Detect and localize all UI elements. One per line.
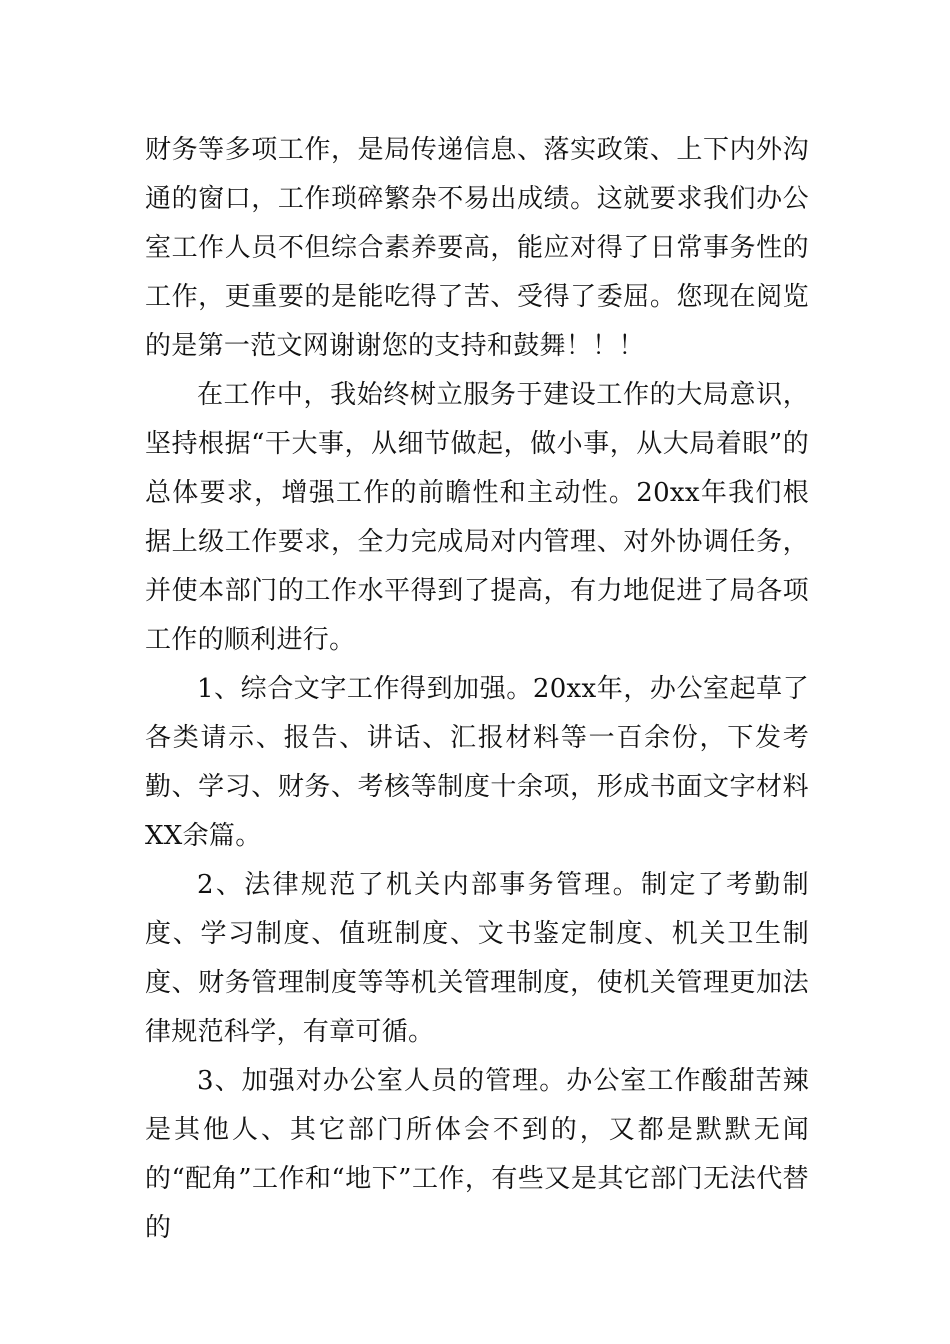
paragraph-continuation: 财务等多项工作，是局传递信息、落实政策、上下内外沟通的窗口，工作琐碎繁杂不易出成绩。这就要求我们办公室工作人员不但综合素养要高，能应对得了日常事务性的工作，更重要的是能吃得了苦、受得了委屈。您现在阅览的是第一范文网谢谢您的支持和鼓舞！！！ (145, 135, 809, 361)
paragraph-work-overview: 在工作中，我始终树立服务于建设工作的大局意识，坚持根据“干大事，从细节做起，做小事，从大局着眼”的总体要求，增强工作的前瞻性和主动性。20xx年我们根据上级工作要求，全力完成局对内管理、对外协调任务，并使本部门的工作水平得到了提高，有力地促进了局各项工作的顺利进行。 (145, 380, 809, 655)
paragraph-item-2: 2、法律规范了机关内部事务管理。制定了考勤制度、学习制度、值班制度、文书鉴定制度、机关卫生制度、财务管理制度等等机关管理制度，使机关管理更加法律规范科学，有章可循。 (145, 870, 809, 1047)
paragraph-item-1: 1、综合文字工作得到加强。20xx年，办公室起草了各类请示、报告、讲话、汇报材料等一百余份，下发考勤、学习、财务、考核等制度十余项，形成书面文字材料XX余篇。 (145, 674, 809, 851)
document-body (145, 126, 809, 1253)
paragraph-item-3: 3、加强对办公室人员的管理。办公室工作酸甜苦辣是其他人、其它部门所体会不到的，又都是默默无闻的“配角”工作和“地下”工作，有些又是其它部门无法代替的 (145, 1066, 809, 1243)
